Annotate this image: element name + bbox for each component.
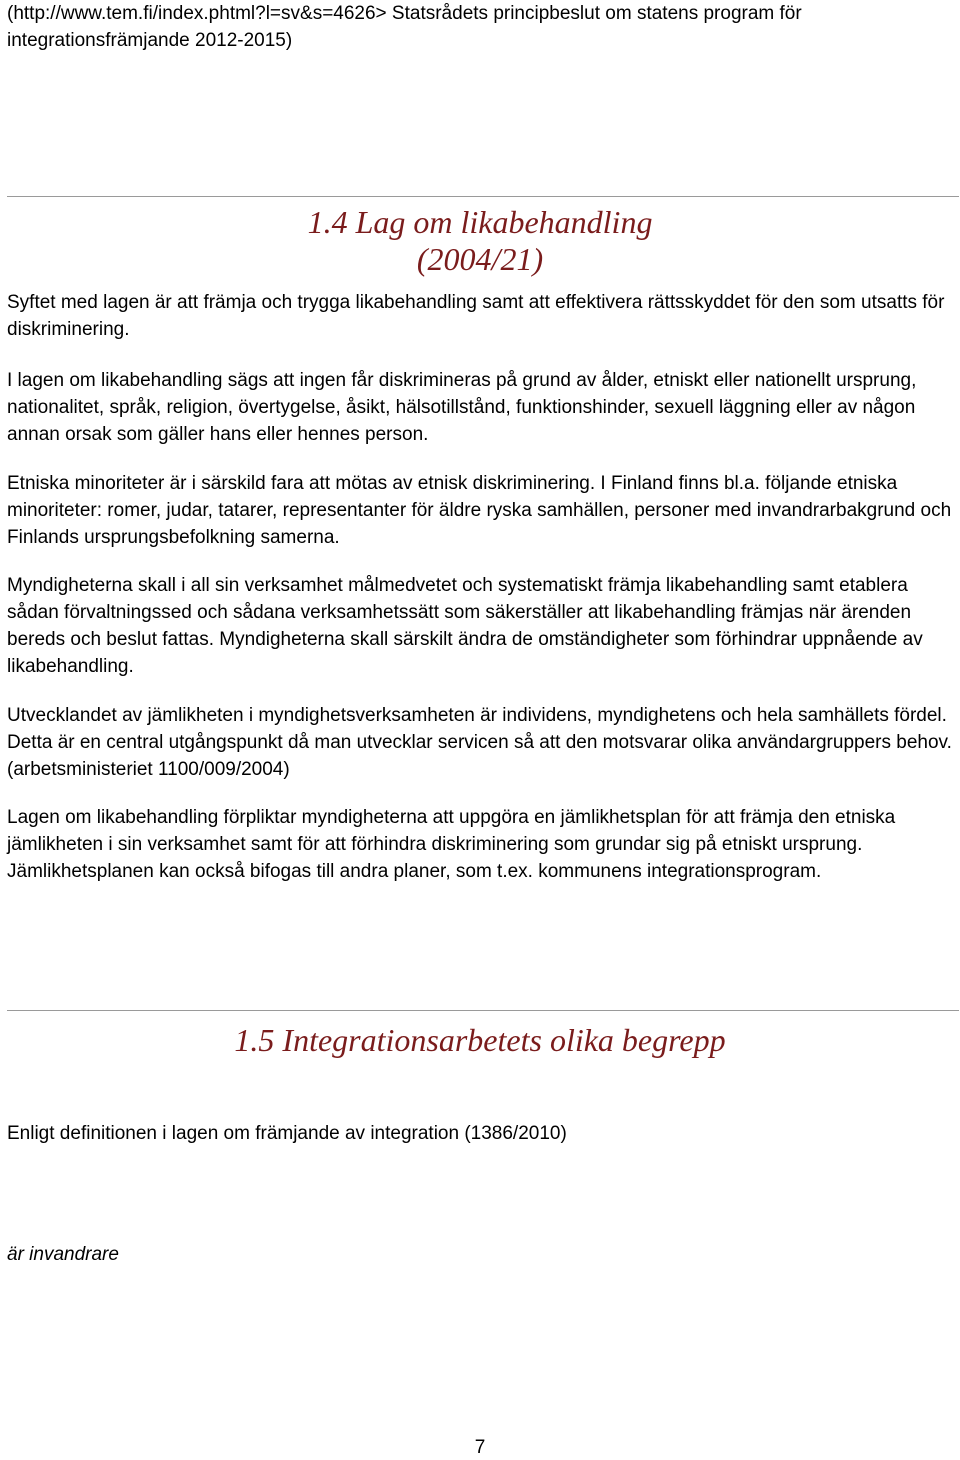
section-1-5-heading: 1.5 Integrationsarbetets olika begrepp — [234, 1022, 726, 1058]
paragraph-authorities: Myndigheterna skall i all sin verksamhet målmedvetet och systematiskt främja likabehandling samt etablera sådan förvaltningssed och sådana verksamhetssätt som säkerställer att likabehandling främjas när ärenden bereds och beslut fattas. Myndigheterna skall särskilt ändra de omständigheter som förhindrar uppnående av likabehandling. — [7, 575, 923, 677]
paragraph-equality-plan: Lagen om likabehandling förpliktar myndigheterna att uppgöra en jämlikhetsplan för att främja den etniska jämlikheten i sin verksamhet samt för att förhindra diskriminering som grundar sig på etniskt ursprung. Jämlikhetsplanen kan också bifogas till andra planer, som t.ex. kommunens integrationsprogram. — [7, 807, 896, 882]
paragraph-equality-development: Utvecklandet av jämlikheten i myndighetsverksamheten är individens, myndighetens och hela samhällets fördel. Detta är en central utgångspunkt då man utvecklar servicen så att den motsvarar olika användargruppers behov. (arbetsministeriet 1100/009/2004) — [7, 705, 952, 780]
section-1-4-heading-title: 1.4 Lag om likabehandling — [307, 204, 653, 240]
paragraph-ethnic-minorities: Etniska minoriteter är i särskild fara att mötas av etnisk diskriminering. I Finland finns bl.a. följande etniska minoriteter: romer, judar, tatarer, representanter för äldre ryska samhällen, personer med invandrarbakgrund och Finlands ursprungsbefolkning samerna. — [7, 473, 952, 548]
section-divider — [7, 1010, 959, 1011]
definition-intro: Enligt definitionen i lagen om främjande av integration (1386/2010) — [7, 1123, 567, 1144]
term-immigrant: är invandrare — [7, 1244, 119, 1265]
source-reference: (http://www.tem.fi/index.phtml?l=sv&s=4626> Statsrådets principbeslut om statens program för integrationsfrämjande 2012-2015) — [7, 3, 802, 51]
section-divider — [7, 196, 959, 197]
section-1-4-heading-number: (2004/21) — [416, 241, 544, 277]
paragraph-discrimination-grounds: I lagen om likabehandling sägs att ingen får diskrimineras på grund av ålder, etniskt eller nationellt ursprung, nationalitet, språk, religion, övertygelse, åsikt, hälsotillstånd, funktionshinder, sexuell läggning eller av någon annan orsak som gäller hans eller hennes person. — [7, 370, 917, 445]
page-number: 7 — [474, 1437, 486, 1458]
section-1-4-heading — [0, 204, 960, 278]
paragraph-purpose: Syftet med lagen är att främja och trygga likabehandling samt att effektivera rättsskyddet för den som utsatts för diskriminering. — [7, 292, 945, 340]
